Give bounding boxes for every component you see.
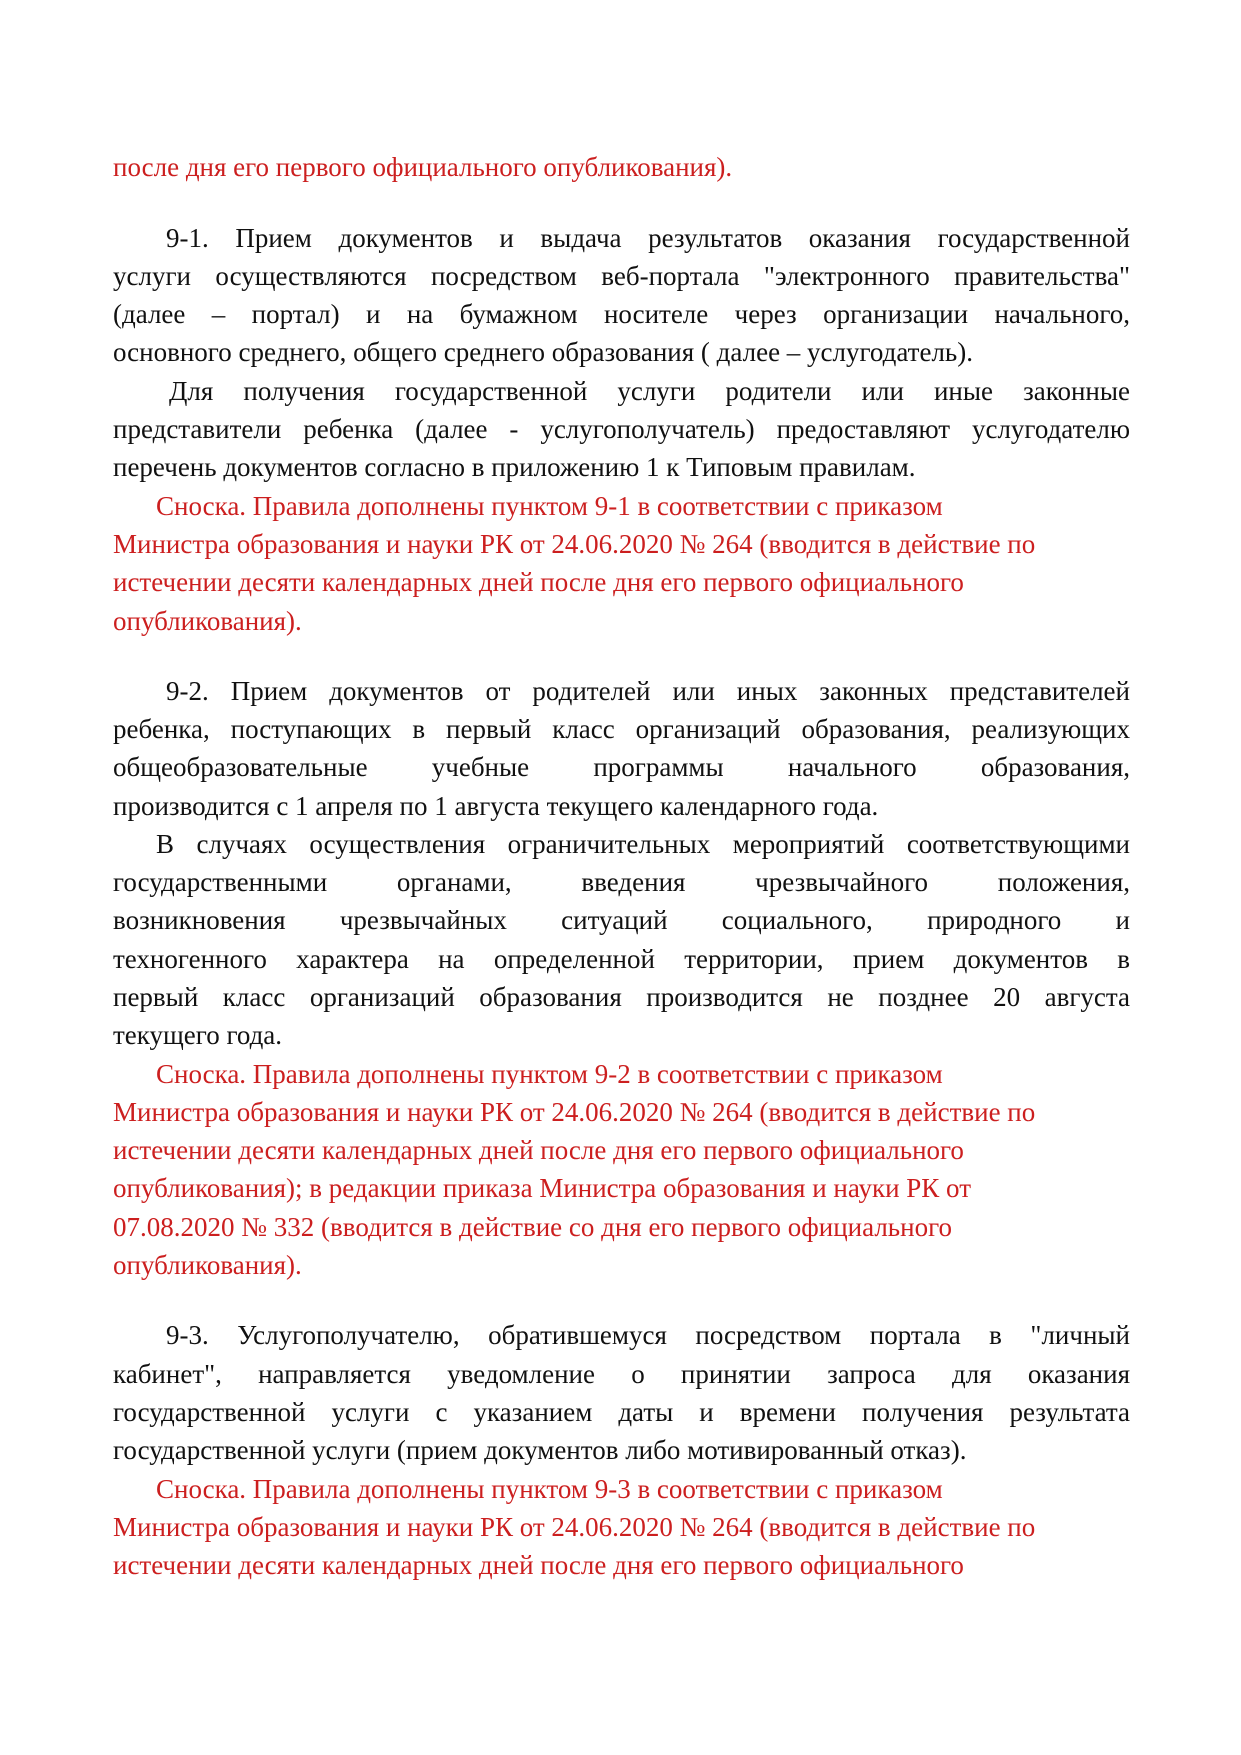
paragraph-line: государственной услуги (прием документов либо мотивированный отказ).: [113, 1435, 967, 1465]
paragraph-line: кабинет", направляется уведомление о принятии запроса для оказания: [113, 1359, 1130, 1389]
paragraph-line: общеобразовательные учебные программы начального образования,: [113, 752, 1130, 782]
footnote-line: истечении десяти календарных дней после дня его первого официального: [113, 1550, 964, 1580]
paragraph-line: В случаях осуществления ограничительных мероприятий соответствующими: [156, 829, 1130, 859]
footnote-line: Сноска. Правила дополнены пунктом 9-2 в соответствии с приказом: [156, 1059, 943, 1089]
paragraph-line: производится с 1 апреля по 1 августа текущего календарного года.: [113, 791, 879, 821]
paragraph-line: ребенка, поступающих в первый класс организаций образования, реализующих: [113, 714, 1130, 744]
paragraph-line: текущего года.: [113, 1020, 283, 1050]
footnote-line: истечении десяти календарных дней после дня его первого официального: [113, 567, 964, 597]
paragraph-line: 9-3. Услугополучателю, обратившемуся посредством портала в "личный: [166, 1320, 1130, 1350]
footnote-line: Министра образования и науки РК от 24.06.2020 № 264 (вводится в действие по: [113, 529, 1036, 559]
footnote-line: после дня его первого официального опубликования).: [113, 152, 733, 182]
footnote-line: Сноска. Правила дополнены пунктом 9-3 в соответствии с приказом: [156, 1474, 943, 1504]
paragraph-line: государственной услуги с указанием даты и времени получения результата: [113, 1397, 1130, 1427]
paragraph-line: основного среднего, общего среднего образования ( далее – услугодатель).: [113, 337, 973, 367]
footnote-line: опубликования).: [113, 1250, 302, 1280]
paragraph-line: 9-1. Прием документов и выдача результатов оказания государственной: [166, 223, 1130, 253]
paragraph-line: первый класс организаций образования производится не позднее 20 августа: [113, 982, 1130, 1012]
footnote-line: опубликования).: [113, 606, 302, 636]
footnote-line: Сноска. Правила дополнены пунктом 9-1 в соответствии с приказом: [156, 491, 943, 521]
footnote-line: опубликования); в редакции приказа Министра образования и науки РК от: [113, 1173, 971, 1203]
paragraph-line: государственными органами, введения чрезвычайного положения,: [113, 867, 1130, 897]
footnote-line: истечении десяти календарных дней после дня его первого официального: [113, 1135, 964, 1165]
footnote-line: Министра образования и науки РК от 24.06.2020 № 264 (вводится в действие по: [113, 1512, 1036, 1542]
paragraph-line: возникновения чрезвычайных ситуаций социального, природного и: [113, 905, 1130, 935]
footnote-line: Министра образования и науки РК от 24.06.2020 № 264 (вводится в действие по: [113, 1097, 1036, 1127]
paragraph-line: представители ребенка (далее - услугополучатель) предоставляют услугодателю: [113, 414, 1130, 444]
paragraph-line: (далее – портал) и на бумажном носителе через организации начального,: [113, 299, 1130, 329]
paragraph-line: Для получения государственной услуги родители или иные законные: [169, 376, 1130, 406]
paragraph-line: 9-2. Прием документов от родителей или иных законных представителей: [166, 676, 1130, 706]
paragraph-line: техногенного характера на определенной территории, прием документов в: [113, 944, 1130, 974]
footnote-line: 07.08.2020 № 332 (вводится в действие со дня его первого официального: [113, 1212, 952, 1242]
paragraph-line: перечень документов согласно в приложению 1 к Типовым правилам.: [113, 452, 916, 482]
paragraph-line: услуги осуществляются посредством веб-портала "электронного правительства": [113, 261, 1130, 291]
